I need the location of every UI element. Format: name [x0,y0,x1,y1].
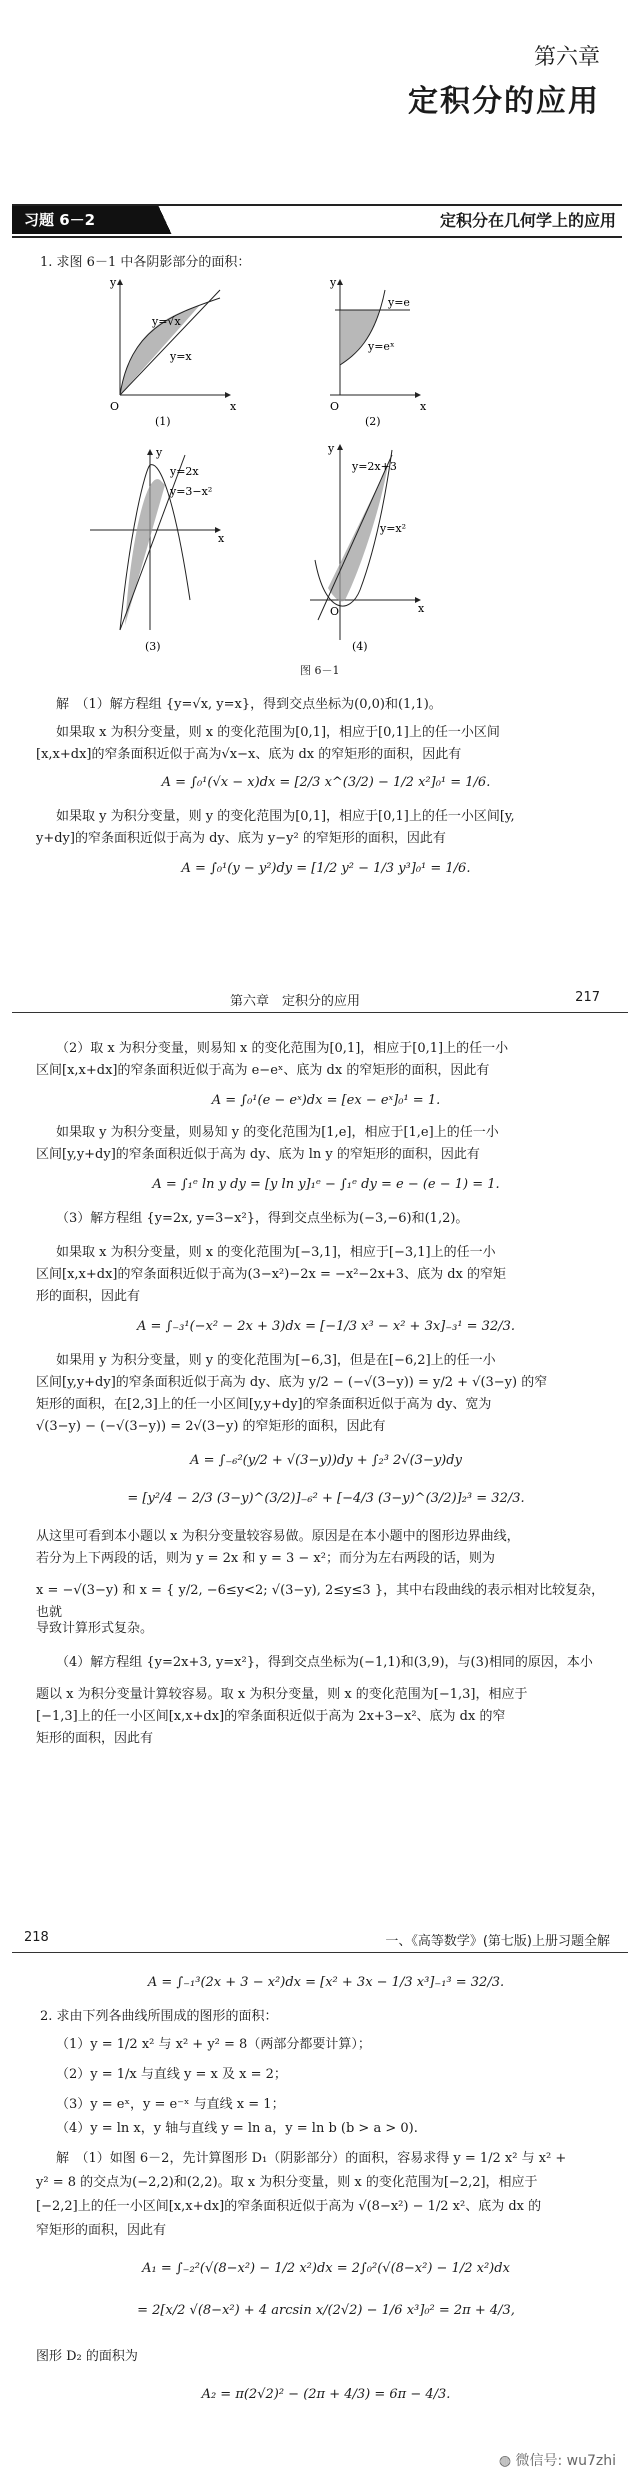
p217-formula-5: = [y²/4 − 2/3 (3−y)^(3/2)]₋₆² + [−4/3 (3−y)^(3/2)]₂³ = 32/3. [127,1491,525,1506]
label-sqrt-x: y=√x [152,315,181,328]
p217-line-7: 如果取 x 为积分变量，则 x 的变化范围为[−3,1]，相应于[−3,1]上的任一小 [56,1245,496,1260]
p218-formula-3: = 2[x/2 √(8−x²) + 4 arcsin x/(2√2) − 1/6 x³]₀² = 2π + 4/3, [137,2303,515,2318]
svg-text:O: O [330,400,340,413]
footer-page-217: 217 [575,990,600,1005]
p217-formula-1: A = ∫₀¹(e − eˣ)dx = [ex − eˣ]₀¹ = 1. [211,1093,441,1108]
p217-formula-2: A = ∫₁ᵉ ln y dy = [y ln y]₁ᵉ − ∫₁ᵉ dy = e − (e − 1) = 1. [152,1177,500,1192]
p217-line-1: 区间[x,x+dx]的窄条面积近似于高为 e−eˣ、底为 dx 的窄矩形的面积，因此有 [36,1063,490,1078]
svg-text:y=e: y=e [388,296,410,309]
p217-line-20: 导致计算形式复杂。 [36,1621,154,1636]
p217-line-18: 若分为上下两段的话，则为 y = 2x 和 y = 3 − x²；而分为左右两段的话，则为 [36,1551,495,1566]
p217-line-9: 形的面积，因此有 [36,1289,141,1304]
chapter-number: 第六章 [533,45,600,70]
watermark: ◍ 微信号: wu7zhi [498,2453,616,2469]
svg-text:y=x²: y=x² [380,522,407,535]
svg-text:y=eˣ: y=eˣ [368,340,395,353]
p217-line-17: 从这里可看到本小题以 x 为积分变量较容易做。原因是在本小题中的图形边界曲线， [36,1529,520,1544]
p2-item-3: （3）y = eˣ，y = e⁻ˣ 与直线 x = 1； [56,2097,285,2112]
svg-text:O: O [110,400,120,413]
p217-line-14: √(3−y) − (−√(3−y)) = 2√(3−y) 的窄矩形的面积，因此有 [36,1419,386,1434]
panel-1 [109,276,237,428]
p218-formula-2: A₁ = ∫₋₂²(√(8−x²) − 1/2 x²)dx = 2∫₀²(√(8−x²) − 1/2 x²)dx [142,2261,510,2276]
p217-line-0: （2）取 x 为积分变量，则易知 x 的变化范围为[0,1]，相应于[0,1]上的任一小 [56,1041,509,1056]
p217-line-11: 如果用 y 为积分变量，则 y 的变化范围为[−6,3]，但是在[−6,2]上的任一小 [56,1353,496,1368]
p1-sol-line-4: 如果取 y 为积分变量，则 y 的变化范围为[0,1]，相应于[0,1]上的任一小区间[y, [56,809,515,824]
figure-6-1 [90,270,540,660]
p1-sol-line-1: 如果取 x 为积分变量，则 x 的变化范围为[0,1]，相应于[0,1]上的任一小区间 [56,725,500,740]
panel-4 [310,442,425,653]
panel-2-label: (2) [365,415,381,428]
panel-2 [329,276,427,428]
p217-line-22: 题以 x 为积分变量计算较容易。取 x 为积分变量，则 x 的变化范围为[−1,3]，相应于 [36,1687,528,1702]
page-separator-2 [12,1952,628,1953]
p218-formula-1: A = ∫₋₁³(2x + 3 − x²)dx = [x² + 3x − 1/3 x³]₋₁³ = 32/3. [147,1975,505,1990]
svg-text:y: y [330,276,337,289]
p217-formula-4: A = ∫₋₆²(y/2 + √(3−y))dy + ∫₂³ 2√(3−y)dy [190,1453,462,1468]
problem-2-stem: 2. 求由下列各曲线所围成的图形的面积： [40,2009,278,2024]
panel-3-label: (3) [145,640,161,653]
problem-1-stem: 1. 求图 6－1 中各阴影部分的面积： [40,255,251,270]
svg-text:x: x [218,532,225,545]
svg-text:y: y [110,276,117,289]
p1-sol-line-5: y+dy]的窄条面积近似于高为 dy、底为 y−y² 的窄矩形的面积，因此有 [36,831,446,846]
p217-line-21: （4）解方程组 {y=2x+3, y=x²}，得到交点坐标为(−1,1)和(3,9)，与(3)相同的原因，本小 [56,1655,593,1670]
shaded-region-4 [328,465,388,601]
panel-4-label: (4) [352,640,368,653]
p218-line-6: 解 （1）如图 6－2，先计算图形 D₁（阴影部分）的面积，容易求得 y = 1/2 x² 与 x² + [56,2151,567,2166]
running-header-218: 一、《高等数学》(第七版)上册习题全解 [385,1934,610,1949]
svg-text:y: y [156,446,163,459]
p1-sol-line-0: 解 （1）解方程组 {y=√x, y=x}，得到交点坐标为(0,0)和(1,1)。 [56,697,442,712]
footer-chapter: 第六章 定积分的应用 [230,994,361,1009]
p2-item-4: （4）y = ln x，y 轴与直线 y = ln a，y = ln b (b > a > 0). [56,2121,418,2136]
p217-line-3: 如果取 y 为积分变量，则易知 y 的变化范围为[1,e]，相应于[1,e]上的任一小 [56,1125,499,1140]
p217-line-23: [−1,3]上的任一小区间[x,x+dx]的窄条面积近似于高为 2x+3−x²、底为 dx 的窄 [36,1709,506,1724]
section-tag: 习题 6－2 [12,206,162,234]
p218-line-12: 图形 D₂ 的面积为 [36,2349,138,2364]
p1-sol-line-2: [x,x+dx]的窄条面积近似于高为√x−x、底为 dx 的窄矩形的面积，因此有 [36,747,462,762]
p2-item-1: （1）y = 1/2 x² 与 x² + y² = 8（两部分都要计算）； [56,2037,371,2052]
svg-text:y=3−x²: y=3−x² [170,485,213,498]
svg-text:x: x [418,602,425,615]
p2-item-2: （2）y = 1/x 与直线 y = x 及 x = 2； [56,2067,287,2082]
svg-text:y=2x+3: y=2x+3 [352,460,397,473]
svg-text:x: x [230,400,237,413]
p217-formula-3: A = ∫₋₃¹(−x² − 2x + 3)dx = [−1/3 x³ − x² + 3x]₋₃¹ = 32/3. [136,1319,516,1334]
svg-text:y=2x: y=2x [170,465,199,478]
p217-line-19: x = −√(3−y) 和 x = { y/2, −6≤y<2; √(3−y), 2≤y≤3 }，其中右段曲线的表示相对比较复杂，也就 [36,1583,605,1620]
section-title: 定积分在几何学上的应用 [439,211,616,230]
p218-line-8: [−2,2]上的任一小区间[x,x+dx]的窄条面积近似于高为 √(8−x²) − 1/2 x²、底为 dx 的 [36,2199,542,2214]
p218-formula-4: A₂ = π(2√2)² − (2π + 4/3) = 6π − 4/3. [201,2387,451,2402]
page-number-218: 218 [24,1930,49,1945]
section-tag-slant [150,206,180,234]
panel-1-label: (1) [155,415,171,428]
p1-sol-formula-1: A = ∫₀¹(√x − x)dx = [2/3 x^(3/2) − 1/2 x²]₀¹ = 1/6. [161,775,491,790]
shaded-region-3 [125,479,165,625]
page-separator-1 [12,1012,628,1013]
label-y-eq-x: y=x [170,350,192,363]
p218-line-7: y² = 8 的交点为(−2,2)和(2,2)。取 x 为积分变量，则 x 的变化范围为[−2,2]，相应于 [36,2175,538,2190]
svg-text:O: O [330,605,340,618]
p217-line-13: 矩形的面积，在[2,3]上的任一小区间[y,y+dy]的窄条面积近似于高为 dy、宽为 [36,1397,492,1412]
p218-line-9: 窄矩形的面积，因此有 [36,2223,167,2238]
p217-line-24: 矩形的面积，因此有 [36,1731,154,1746]
p1-sol-formula-2: A = ∫₀¹(y − y²)dy = [1/2 y² − 1/3 y³]₀¹ = 1/6. [181,861,471,876]
p217-line-12: 区间[y,y+dy]的窄条面积近似于高为 dy、底为 y/2 − (−√(3−y)) = y/2 + √(3−y) 的窄 [36,1375,548,1390]
panel-3 [90,446,225,653]
shaded-region-2 [340,310,380,365]
p217-line-4: 区间[y,y+dy]的窄条面积近似于高为 dy、底为 ln y 的窄矩形的面积，因此有 [36,1147,480,1162]
svg-text:x: x [420,400,427,413]
chapter-title: 定积分的应用 [408,84,600,119]
wechat-icon: ◍ [498,2453,516,2469]
p217-line-6: （3）解方程组 {y=2x, y=3−x²}，得到交点坐标为(−3,−6)和(1,2)。 [56,1211,469,1226]
svg-text:y: y [328,442,335,455]
p217-line-8: 区间[x,x+dx]的窄条面积近似于高为(3−x²)−2x = −x²−2x+3、底为 dx 的窄矩 [36,1267,506,1282]
figure-caption: 图 6－1 [300,664,340,677]
